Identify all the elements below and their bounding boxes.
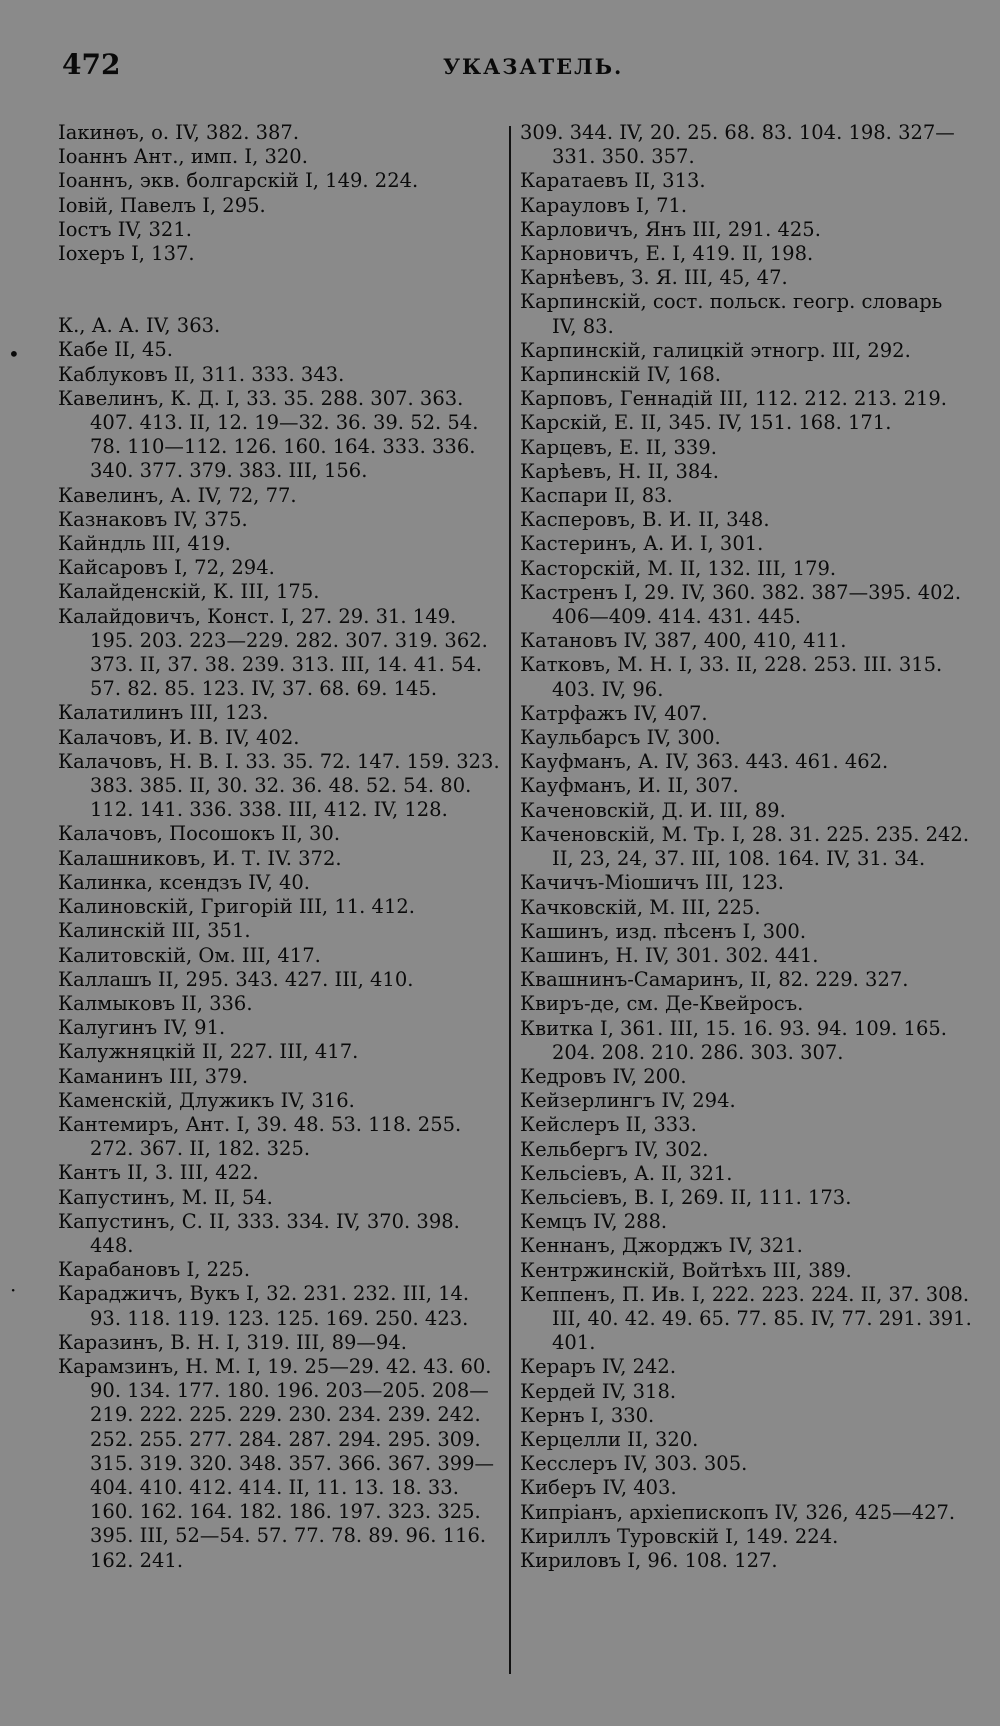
- index-entry: Кердей IV, 318.: [520, 1379, 677, 1403]
- index-entry: Капустинъ, С. II, 333. 334. IV, 370. 398. 448.: [58, 1209, 460, 1257]
- margin-mark: ·: [10, 1278, 17, 1302]
- index-entry: Калиновскій, Григорій III, 11. 412.: [58, 895, 415, 919]
- index-entry: Карамзинъ, Н. М. I, 19. 25—29. 42. 43. 60. 90. 134. 177. 180. 196. 203—205. 208—219. 222. 225. 229. 230. 234. 239. 242. 252. 255. 277. 284. 287. 294. 295. 309. 315. 319. 320. 348. 357. 366. 367. 399—404. 410. 412. 414. II, 11. 13. 18. 33. 160. 162. 164. 182. 186. 197. 323. 325. 395. III, 52—54. 57. 77. 78. 89. 96. 116. 162. 241.: [58, 1354, 495, 1572]
- index-entry: Кеппенъ, П. Ив. I, 222. 223. 224. II, 37. 308. III, 40. 42. 49. 65. 77. 85. IV, 77. 291. 391. 401.: [520, 1282, 972, 1355]
- index-entry: Кайндль III, 419.: [58, 532, 231, 556]
- index-entry: Кастеринъ, А. И. I, 301.: [520, 532, 764, 556]
- index-entry: Качковскій, М. III, 225.: [520, 895, 761, 919]
- index-entry: Карповъ, Геннадій III, 112. 212. 213. 219.: [520, 387, 948, 411]
- index-entry: Каменскій, Длужикъ IV, 316.: [58, 1088, 355, 1112]
- index-entry: Кантъ II, 3. III, 422.: [58, 1161, 259, 1185]
- index-entry: Кайсаровъ I, 72, 294.: [58, 556, 275, 580]
- index-entry: Кераръ IV, 242.: [520, 1355, 677, 1379]
- index-entry: Кельбергъ IV, 302.: [520, 1137, 709, 1161]
- index-entry-continuation: 309. 344. IV, 20. 25. 68. 83. 104. 198. 327—331. 350. 357.: [520, 121, 955, 169]
- page-header: [58, 48, 963, 92]
- index-group-k: [58, 314, 502, 1573]
- index-entry: Калинка, ксендзъ IV, 40.: [58, 870, 310, 894]
- index-entry: Кантемиръ, Ант. I, 39. 48. 53. 118. 255. 272. 367. II, 182. 325.: [58, 1112, 462, 1161]
- index-entry: Калайденскій, К. III, 175.: [58, 580, 320, 604]
- index-entry: Керцелли II, 320.: [520, 1427, 699, 1451]
- index-entry: Кентржинскій, Войтѣхъ III, 389.: [520, 1258, 852, 1282]
- running-title: УКАЗАТЕЛЬ.: [443, 54, 624, 79]
- index-entry: Калужняцкій II, 227. III, 417.: [58, 1040, 359, 1064]
- index-entry: Кавелинъ, А. IV, 72, 77.: [58, 483, 297, 507]
- page-number: 472: [62, 48, 121, 81]
- index-entry: Калмыковъ II, 336.: [58, 991, 253, 1015]
- index-entry: Кельсіевъ, В. I, 269. II, 111. 173.: [520, 1185, 852, 1209]
- index-entry: Карпинскій IV, 168.: [520, 363, 721, 387]
- index-entry: Іостъ IV, 321.: [58, 217, 192, 241]
- margin-mark: •: [8, 342, 20, 366]
- index-entry: Іоаннъ Ант., имп. I, 320.: [58, 145, 308, 169]
- index-entry: Кемцъ IV, 288.: [520, 1210, 668, 1234]
- index-entry: Кастренъ I, 29. IV, 360. 382. 387—395. 402. 406—409. 414. 431. 445.: [520, 580, 962, 629]
- index-entry: Катковъ, М. Н. I, 33. II, 228. 253. III. 315. 403. IV, 96.: [520, 653, 943, 701]
- index-entry: Карновичъ, Е. I, 419. II, 198.: [520, 242, 814, 266]
- index-entry: Кейзерлингъ IV, 294.: [520, 1089, 736, 1113]
- index-entry: Каспари II, 83.: [520, 484, 673, 508]
- index-entry: Качичъ-Міошичъ III, 123.: [520, 871, 784, 895]
- index-entry: Каульбарсъ IV, 300.: [520, 726, 721, 750]
- index-entry: Калайдовичъ, Конст. I, 27. 29. 31. 149. 195. 203. 223—229. 282. 307. 319. 362. 373. II, 37. 38. 239. 313. III, 14. 41. 54. 57. 82. 85. 123. IV, 37. 68. 69. 145.: [58, 604, 488, 701]
- index-entry: Карпинскій, галицкій этногр. III, 292.: [520, 338, 911, 362]
- index-entry: Кауфманъ, И. II, 307.: [520, 774, 739, 798]
- index-entry: Карнѣевъ, З. Я. III, 45, 47.: [520, 266, 788, 290]
- index-entry: Квашнинъ-Самаринъ, II, 82. 229. 327.: [520, 968, 909, 992]
- index-entry: Калугинъ IV, 91.: [58, 1016, 226, 1040]
- index-entry: Іоаннъ, экв. болгарскій I, 149. 224.: [58, 169, 419, 193]
- index-entry: Каратаевъ II, 313.: [520, 169, 706, 193]
- index-entry: Карловичъ, Янъ III, 291. 425.: [520, 217, 821, 241]
- index-entry: Катановъ IV, 387, 400, 410, 411.: [520, 629, 847, 653]
- index-entry: Кауфманъ, А. IV, 363. 443. 461. 462.: [520, 750, 889, 774]
- index-entry: Катрфажъ IV, 407.: [520, 701, 708, 725]
- index-entry: Кириллъ Туровскій I, 149. 224.: [520, 1524, 839, 1548]
- index-entry: Квитка I, 361. III, 15. 16. 93. 94. 109. 165. 204. 208. 210. 286. 303. 307.: [520, 1016, 947, 1064]
- index-entry: Калачовъ, Н. В. I. 33. 35. 72. 147. 159. 323. 383. 385. II, 30. 32. 36. 48. 52. 54. 80. 112. 141. 336. 338. III, 412. IV, 128.: [58, 749, 500, 822]
- column-rule: [509, 126, 511, 1674]
- index-entry: Карабановъ I, 225.: [58, 1258, 251, 1282]
- index-entry: Іовій, Павелъ I, 295.: [58, 193, 266, 217]
- index-entry: Караджичъ, Вукъ I, 32. 231. 232. III, 14. 93. 118. 119. 123. 125. 169. 250. 423.: [58, 1282, 470, 1330]
- index-entry: Капустинъ, М. II, 54.: [58, 1185, 273, 1209]
- index-entry: Киберъ IV, 403.: [520, 1476, 677, 1500]
- index-entry: Карѣевъ, Н. II, 384.: [520, 459, 719, 483]
- index-entry: Калитовскій, Ом. III, 417.: [58, 943, 321, 967]
- index-entry: Кипріанъ, архіепископъ IV, 326, 425—427.: [520, 1500, 956, 1524]
- index-entry: Кашинъ, Н. IV, 301. 302. 441.: [520, 943, 819, 967]
- index-entry: Іохеръ I, 137.: [58, 242, 195, 266]
- left-column: [58, 121, 502, 1573]
- index-entry: Карцевъ, Е. II, 339.: [520, 435, 717, 459]
- index-entry: Карскій, Е. II, 345. IV, 151. 168. 171.: [520, 411, 892, 435]
- index-entry: Каманинъ III, 379.: [58, 1064, 249, 1088]
- index-entry: Калинскій III, 351.: [58, 919, 251, 943]
- index-entry: Калачовъ, И. В. IV, 402.: [58, 725, 300, 749]
- index-entry: Каченовскій, Д. И. III, 89.: [520, 798, 786, 822]
- index-group-i: [58, 121, 502, 266]
- index-entry: Карауловъ I, 71.: [520, 193, 688, 217]
- index-entry: Кернъ I, 330.: [520, 1403, 655, 1427]
- index-entry: Квиръ-де, см. Де-Квейросъ.: [520, 992, 804, 1016]
- index-entry: Кейслеръ II, 333.: [520, 1113, 697, 1137]
- index-entry: Кельсіевъ, А. II, 321.: [520, 1161, 733, 1185]
- index-entry: Каразинъ, В. Н. I, 319. III, 89—94.: [58, 1330, 407, 1354]
- index-entry: Іакинѳъ, о. IV, 382. 387.: [58, 121, 300, 144]
- index-entry: Кавелинъ, К. Д. I, 33. 35. 288. 307. 363. 407. 413. II, 12. 19—32. 36. 39. 52. 54. 78. 110—112. 126. 160. 164. 333. 336. 340. 377. 379. 383. III, 156.: [58, 386, 479, 483]
- index-entry: Кашинъ, изд. пѣсенъ I, 300.: [520, 919, 807, 943]
- index-entry: Касторскій, М. II, 132. III, 179.: [520, 556, 837, 580]
- index-entry: Каченовскій, М. Тр. I, 28. 31. 225. 235. 242. II, 23, 24, 37. III, 108. 164. IV, 31. 34.: [520, 822, 970, 871]
- index-entry: Калачовъ, Посошокъ II, 30.: [58, 822, 341, 846]
- index-entry: Кириловъ I, 96. 108. 127.: [520, 1548, 778, 1572]
- index-entry: Карпинскій, сост. польск. геогр. словарь IV, 83.: [520, 290, 943, 338]
- index-entry: Кеннанъ, Джорджъ IV, 321.: [520, 1234, 803, 1258]
- index-entry: Кабе II, 45.: [58, 338, 174, 362]
- index-entry: Каллашъ II, 295. 343. 427. III, 410.: [58, 967, 414, 991]
- index-entry: Кедровъ IV, 200.: [520, 1064, 687, 1088]
- index-entry: К., А. А. IV, 363.: [58, 314, 221, 338]
- section-gap: [58, 266, 502, 314]
- index-entry: Казнаковъ IV, 375.: [58, 507, 248, 531]
- index-entry: Каблуковъ II, 311. 333. 343.: [58, 362, 345, 386]
- index-entry: Касперовъ, В. И. II, 348.: [520, 508, 770, 532]
- index-entry: Калашниковъ, И. Т. IV. 372.: [58, 846, 342, 870]
- index-entry: Кесслеръ IV, 303. 305.: [520, 1452, 748, 1476]
- index-entry: Калатилинъ III, 123.: [58, 701, 269, 725]
- right-column: [520, 121, 972, 1573]
